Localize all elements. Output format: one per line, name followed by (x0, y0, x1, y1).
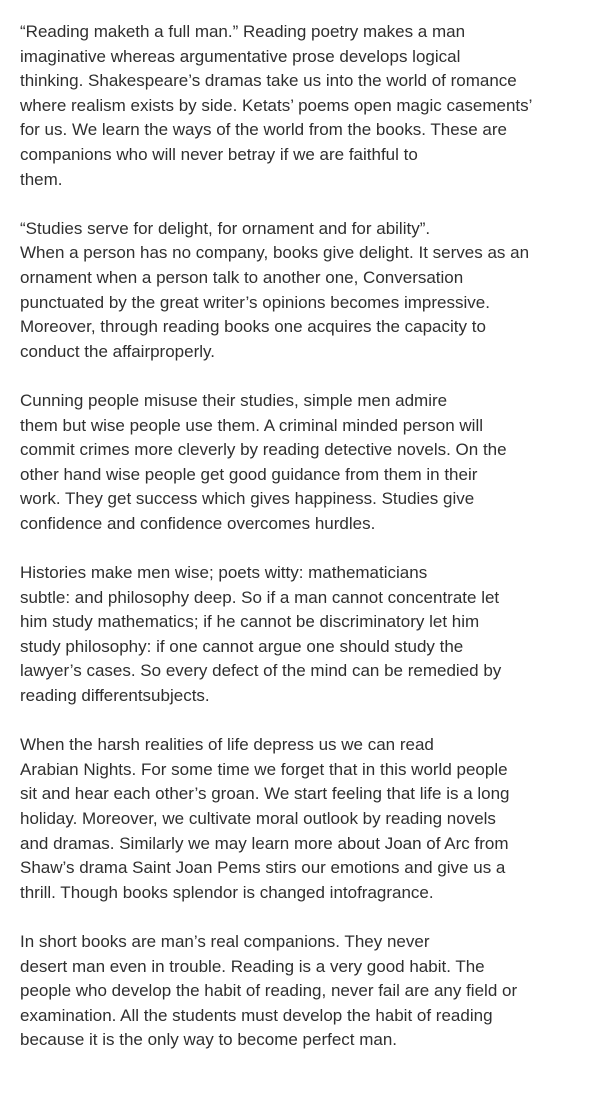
text-line: thinking. Shakespeare’s dramas take us into the world of romance (20, 71, 517, 91)
text-line: In short books are man’s real companions. They never (20, 931, 430, 951)
paragraph-5 (20, 733, 590, 905)
text-line: When a person has no company, books give delight. It serves as an (20, 243, 530, 263)
text-line: them but wise people use them. A criminal minded person will (20, 415, 484, 435)
text-line: and dramas. Similarly we may learn more about Joan of Arc from (20, 833, 509, 853)
text-line: punctuated by the great writer’s opinions becomes impressive. (20, 292, 490, 312)
paragraph-6 (20, 930, 590, 1053)
text-line: where realism exists by side. Ketats’ poems open magic casements’ (20, 95, 533, 115)
text-line: imaginative whereas argumentative prose develops logical (20, 46, 461, 66)
text-line: people who develop the habit of reading, never fail are any field or (20, 981, 518, 1001)
text-line: commit crimes more cleverly by reading detective novels. On the (20, 440, 507, 460)
text-line: Arabian Nights. For some time we forget that in this world people (20, 759, 508, 779)
text-line: sit and hear each other’s groan. We start feeling that life is a long (20, 784, 510, 804)
text-line: Cunning people misuse their studies, simple men admire (20, 390, 448, 410)
paragraph-4 (20, 561, 590, 709)
text-line: for us. We learn the ways of the world from the books. These are (20, 120, 507, 140)
text-line: confidence and confidence overcomes hurdles. (20, 513, 376, 533)
text-line: subtle: and philosophy deep. So if a man cannot concentrate let (20, 587, 500, 607)
text-line: reading differentsubjects. (20, 686, 210, 706)
text-line: companions who will never betray if we are faithful to (20, 144, 418, 164)
text-line: “Reading maketh a full man.” Reading poetry makes a man (20, 22, 466, 41)
text-line: study philosophy: if one cannot argue one should study the (20, 636, 464, 656)
paragraph-2 (20, 217, 590, 365)
text-line: desert man even in trouble. Reading is a very good habit. The (20, 956, 485, 976)
text-line: Moreover, through reading books one acquires the capacity to (20, 317, 486, 337)
text-line: them. (20, 169, 63, 189)
text-line: ornament when a person talk to another one, Conversation (20, 267, 464, 287)
text-line: examination. All the students must develop the habit of reading (20, 1005, 493, 1025)
text-line: thrill. Though books splendor is changed intofragrance. (20, 882, 434, 902)
text-line: other hand wise people get good guidance from them in their (20, 464, 478, 484)
text-line: work. They get success which gives happiness. Studies give (20, 489, 475, 509)
text-line: lawyer’s cases. So every defect of the mind can be remedied by (20, 661, 502, 681)
text-line: conduct the affairproperly. (20, 341, 215, 361)
text-line: Histories make men wise; poets witty: mathematicians (20, 563, 428, 583)
text-line: When the harsh realities of life depress us we can read (20, 735, 434, 755)
text-line: holiday. Moreover, we cultivate moral outlook by reading novels (20, 809, 496, 828)
text-line: him study mathematics; if he cannot be discriminatory let him (20, 612, 480, 632)
paragraph-3 (20, 389, 590, 537)
text-line: because it is the only way to become perfect man. (20, 1030, 398, 1050)
text-line: “Studies serve for delight, for ornament and for ability”. (20, 218, 431, 238)
text-line: Shaw’s drama Saint Joan Pems stirs our emotions and give us a (20, 858, 506, 878)
paragraph-1 (20, 20, 590, 192)
